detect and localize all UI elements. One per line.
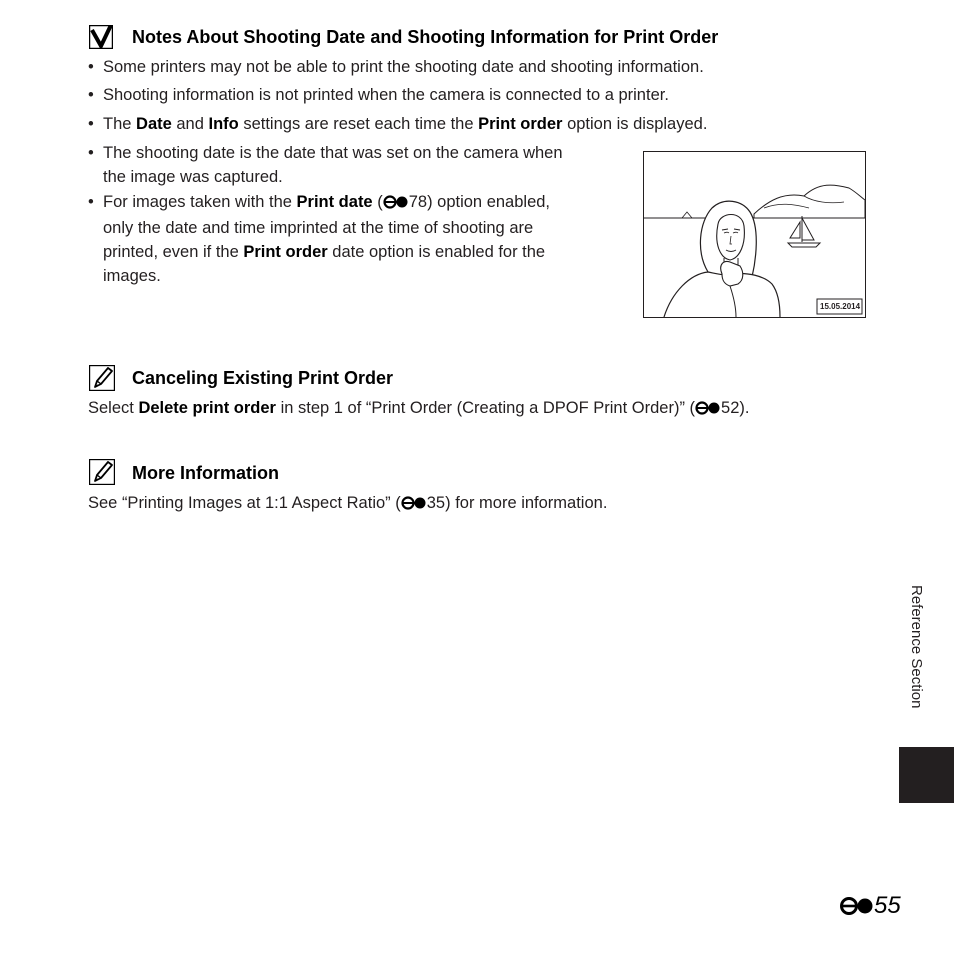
section-heading: Notes About Shooting Date and Shooting Information for Print Order xyxy=(132,27,719,47)
list-item xyxy=(88,112,788,136)
paragraph: Select Delete print order in step 1 of “Print Order (Creating a DPOF Print Order)” ( 52). xyxy=(88,396,749,422)
bullet-icon: • xyxy=(88,58,94,76)
option-name: Print order xyxy=(478,115,563,133)
page-reference: 78 xyxy=(408,193,428,211)
setting-name: Date xyxy=(136,115,172,133)
reference-section-icon xyxy=(840,895,874,923)
page-reference: 35 xyxy=(426,494,446,512)
bullet-icon: • xyxy=(88,86,94,104)
page-reference: 52 xyxy=(721,399,740,417)
date-stamp: 15.05.2014 xyxy=(820,302,861,311)
reference-section-icon xyxy=(695,398,721,422)
paragraph: See “Printing Images at 1:1 Aspect Ratio” ( 35) for more information. xyxy=(88,491,607,517)
side-section-label: Reference Section xyxy=(908,585,925,709)
option-name: Delete print order xyxy=(138,399,276,417)
bullet-icon: • xyxy=(88,193,94,211)
list-item xyxy=(88,190,628,286)
bullet-text: The Date and Info settings are reset each time the Print order option is displayed. xyxy=(103,115,708,133)
page-number: 55 xyxy=(840,892,901,923)
section-tab-marker xyxy=(899,747,954,803)
bullet-icon: • xyxy=(88,115,94,133)
camera-image-illustration xyxy=(643,151,866,318)
list-item xyxy=(88,55,788,79)
bullet-text: Shooting information is not printed when the camera is connected to a printer. xyxy=(103,86,669,104)
bullet-text: For images taken with the Print date ( 78) option enabled, only the date and time imprinted at the time of shooting are printed, even if the Print order date option is enabled for the images. xyxy=(103,193,551,285)
pencil-note-icon xyxy=(89,459,113,483)
check-caution-icon xyxy=(89,25,113,49)
section-heading: Canceling Existing Print Order xyxy=(132,368,394,388)
section-heading: More Information xyxy=(132,463,279,483)
reference-section-icon xyxy=(401,493,427,517)
option-name: Print order xyxy=(243,243,328,261)
setting-name: Info xyxy=(208,115,239,133)
bullet-text: Some printers may not be able to print the shooting date and shooting information. xyxy=(103,58,704,76)
list-item xyxy=(88,141,628,189)
bullet-text: The shooting date is the date that was set on the camera when the image was captured. xyxy=(103,144,563,186)
bullet-icon: • xyxy=(88,144,94,162)
list-item xyxy=(88,83,788,107)
option-name: Print date xyxy=(296,193,373,211)
reference-section-icon xyxy=(383,192,409,216)
pencil-note-icon xyxy=(89,365,113,389)
